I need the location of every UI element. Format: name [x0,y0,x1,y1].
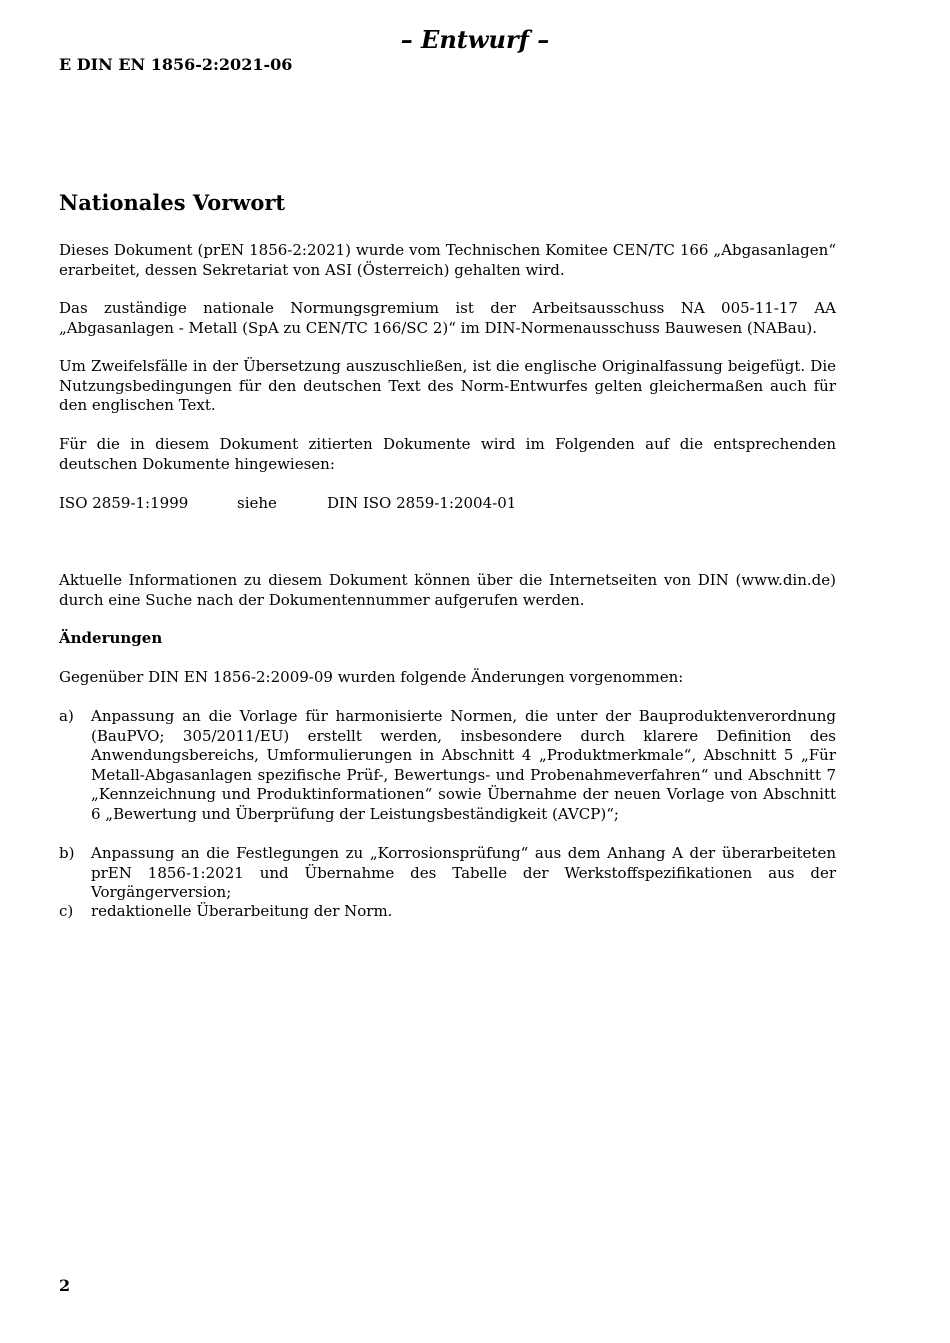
reference-cited: ISO 2859-1:1999 [59,494,189,512]
foreword-paragraph-2: Das zuständige nationale Normungsgremium ist der Arbeitsausschuss NA 005-11-17 AA „Abgasanlagen - Metall (SpA zu CEN/TC 166/SC 2)“ im DIN-Normenausschuss Bauwesen (NABau). [59,299,836,337]
list-text: redaktionelle Überarbeitung der Norm. [91,902,393,920]
reference-relation: siehe [237,494,277,512]
foreword-paragraph-4: Für die in diesem Dokument zitierten Dokumente wird im Folgenden auf die entsprechenden deutschen Dokumente hingewiesen: [59,435,836,473]
list-marker: b) [59,844,75,862]
foreword-paragraph-3: Um Zweifelsfälle in der Übersetzung auszuschließen, ist die englische Originalfassung beigefügt. Die Nutzungsbedingungen für den deutschen Text des Norm-Entwurfes gelten gleichermaßen auch für den englischen Text. [59,357,836,414]
changes-heading: Änderungen [59,629,163,647]
changes-intro: Gegenüber DIN EN 1856-2:2009-09 wurden folgende Änderungen vorgenommen: [59,668,684,686]
foreword-paragraph-1: Dieses Dokument (prEN 1856-2:2021) wurde vom Technischen Komitee CEN/TC 166 „Abgasanlagen“ erarbeitet, dessen Sekretariat von ASI (Österreich) gehalten wird. [59,241,836,279]
list-item [59,844,836,903]
page-number: 2 [59,1276,71,1295]
list-marker: c) [59,902,74,920]
list-text: Anpassung an die Festlegungen zu „Korrosionsprüfung“ aus dem Anhang A der überarbeiteten prEN 1856-1:2021 und Übernahme des Tabelle der Werkstoffspezifikationen aus der Vorgängerversion; [91,844,836,901]
info-paragraph: Aktuelle Informationen zu diesem Dokument können über die Internetseiten von DIN (www.din.de) durch eine Suche nach der Dokumentennummer aufgerufen werden. [59,571,836,609]
list-marker: a) [59,707,74,725]
list-text: Anpassung an die Vorlage für harmonisierte Normen, die unter der Bauproduktenverordnung (BauPVO; 305/2011/EU) erstellt werden, insbesondere durch klarere Definition des Anwendungsbereichs, Umformulierungen in Abschnitt 4 „Produktmerkmale“, Abschnitt 5 „Für Metall-Abgasanlagen spezifische Prüf-, Bewertungs- und Probenahmeverfahren“ und Abschnitt 7 „Kennzeichnung und Produktinformationen“ sowie Übernahme der neuen Vorlage von Abschnitt 6 „Bewertung und Überprüfung der Leistungsbeständigkeit (AVCP)“; [91,707,836,823]
reference-german: DIN ISO 2859-1:2004-01 [327,494,517,512]
list-item [59,902,836,922]
list-item [59,707,836,824]
section-title: Nationales Vorwort [59,190,286,215]
document-id: E DIN EN 1856-2:2021-06 [59,55,293,74]
draft-mark: – Entwurf – [400,25,550,54]
